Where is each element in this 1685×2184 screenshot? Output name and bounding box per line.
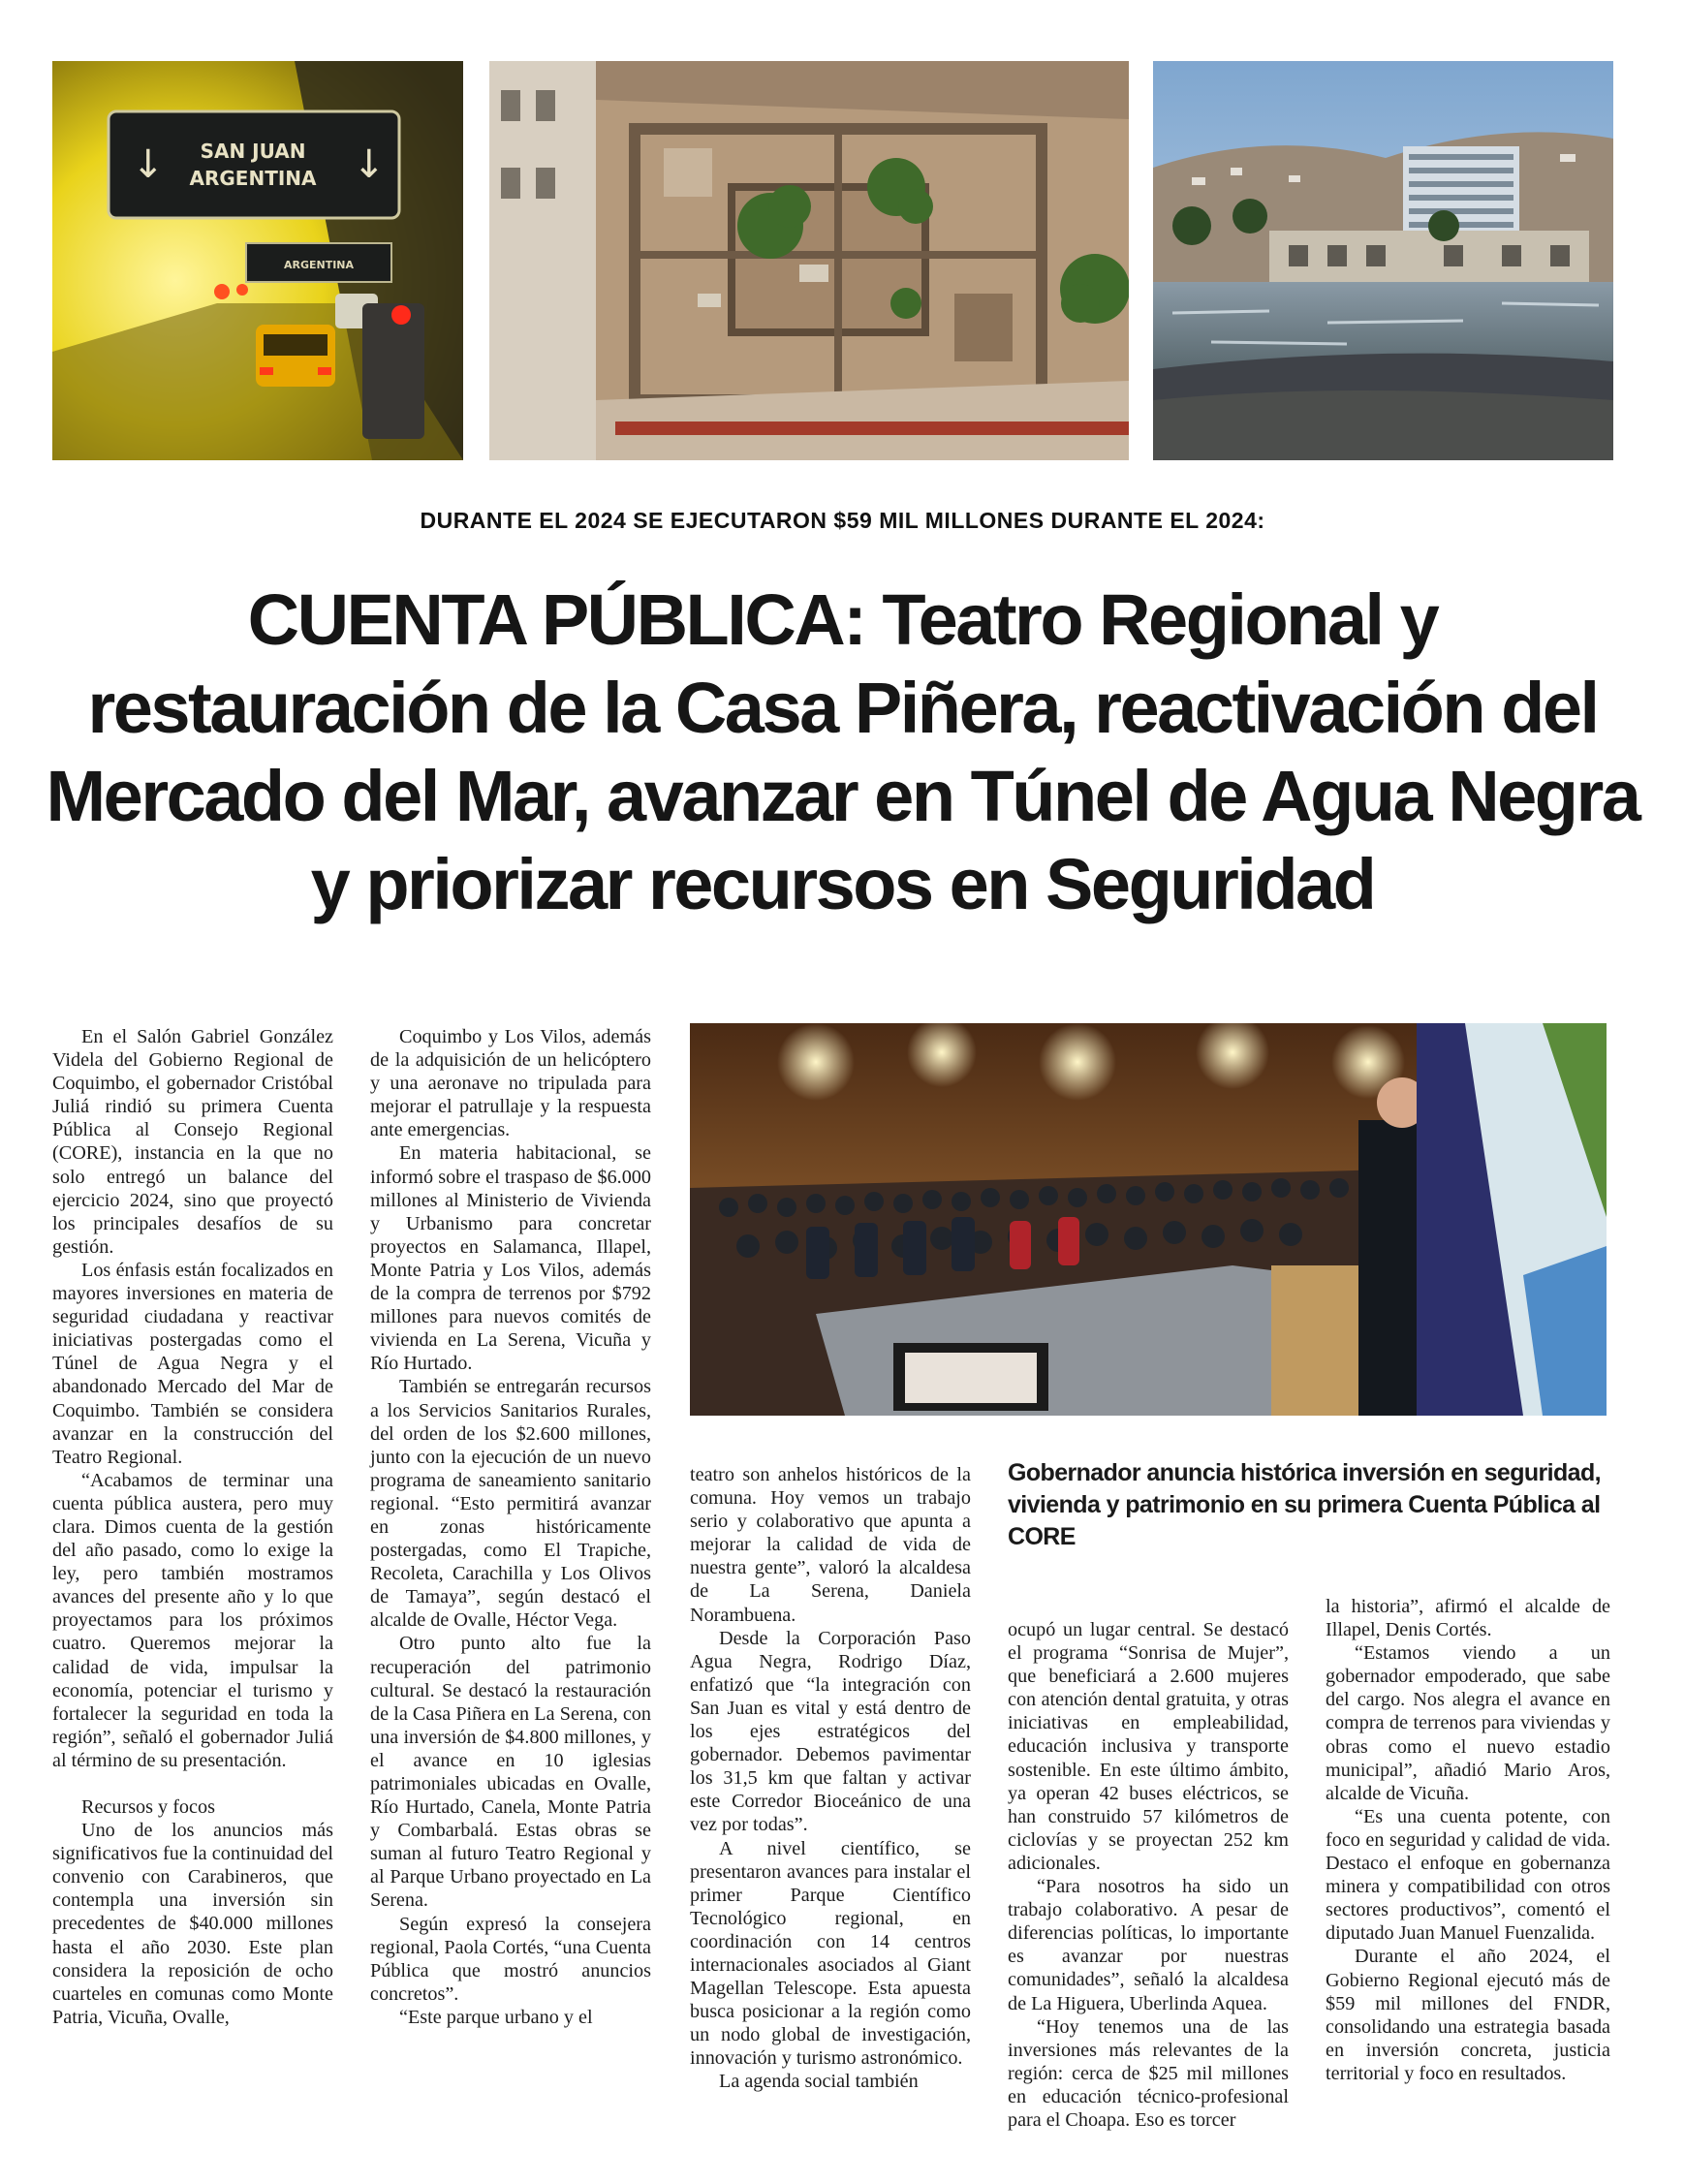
- paragraph: Los énfasis están focalizados en mayores inversiones en materia de seguridad ciudadana y reactivar iniciativas postergadas como el Túnel de Agua Negra y el abandonado Mercado del Mar de Coquimbo. También se considera avanzar en la construcción del Teatro Regional.: [52, 1259, 333, 1468]
- paragraph: la historia”, afirmó el alcalde de Illapel, Denis Cortés.: [1326, 1596, 1610, 1641]
- paragraph: teatro son anhelos históricos de la comuna. Hoy vemos un trabajo serio y colaborativo que apunta a mejorar la calidad de vida de nuestra gente”, valoró la alcaldesa de La Serena, Daniela Norambuena.: [690, 1464, 971, 1626]
- paragraph: Uno de los anuncios más significativos fue la continuidad del convenio con Carabineros, que contempla una inversión sin precedentes de $40.000 millones hasta el año 2030. Este plan considera la reposición de ocho cuarteles en comunas como Monte Patria, Vicuña, Ovalle,: [52, 1820, 333, 2028]
- svg-text:↓: ↓: [353, 142, 386, 187]
- paragraph: Coquimbo y Los Vilos, además de la adquisición de un helicóptero y una aeronave no tripulada para mejorar el patrullaje y la respuesta ante emergencias.: [370, 1026, 651, 1141]
- paragraph: Desde la Corporación Paso Agua Negra, Rodrigo Díaz, enfatizó que “la integración con San Juan es vital y está dentro de los ejes estratégicos del gobernador. Debemos pavimentar los 31,5 km que faltan y activar este Corredor Bioceánico de una vez por todas”.: [690, 1627, 971, 1836]
- kicker: DURANTE EL 2024 SE EJECUTARON $59 MIL MILLONES DURANTE EL 2024:: [420, 508, 1265, 533]
- paragraph: En el Salón Gabriel González Videla del Gobierno Regional de Coquimbo, el gobernador Cristóbal Juliá rindió su primera Cuenta Pública al Consejo Regional (CORE), instancia en la que no solo entregó un balance del ejercicio 2024, sino que proyectó los principales desafíos de su gestión.: [52, 1026, 333, 1258]
- paragraph: “Es una cuenta potente, con foco en seguridad y calidad de vida. Destaco el enfoque en gobernanza minera y compatibilidad con otros sectores productivos”, comentó el diputado Juan Manuel Fuenzalida.: [1326, 1805, 1610, 1945]
- article-column-4: [1008, 1618, 1289, 2132]
- article-column-2: [370, 1025, 651, 2029]
- svg-text:↓: ↓: [132, 142, 165, 187]
- tunnel-small-sign: ARGENTINA: [283, 259, 355, 271]
- article-column-5: [1326, 1595, 1610, 2085]
- article-column-3: [690, 1463, 971, 2094]
- headline: CUENTA PÚBLICA: Teatro Regional y restauración de la Casa Piñera, reactivación del Mercado del Mar, avanzar en Túnel de Agua Negra y priorizar recursos en Seguridad: [46, 579, 1639, 924]
- paragraph: Durante el año 2024, el Gobierno Regional ejecutó más de $59 mil millones del FNDR, consolidando una estrategia basada en inversión concreta, justicia territorial y foco en resultados.: [1326, 1946, 1610, 2084]
- paragraph: Según expresó la consejera regional, Paola Cortés, “una Cuenta Pública que mostró anuncios concretos”.: [370, 1913, 651, 2005]
- article-column-1: [52, 1025, 333, 2029]
- paragraph: ocupó un lugar central. Se destacó el programa “Sonrisa de Mujer”, que beneficiará a 2.600 mujeres con atención dental gratuita, y otras iniciativas en empleabilidad, educación inclusiva y transporte sostenible. En este último ámbito, ya operan 42 buses eléctricos, se han construido 57 kilómetros de ciclovías y se proyectan 252 km adicionales.: [1008, 1619, 1289, 1874]
- paragraph: También se entregarán recursos a los Servicios Sanitarios Rurales, del orden de los $2.600 millones, junto con la ejecución de un nuevo programa de saneamiento sanitario regional. “Esto permitirá avanzar en zonas históricamente postergadas, como El Trapiche, Recoleta, Carachilla y Los Olivos de Tamaya”, según destacó el alcalde de Ovalle, Héctor Vega.: [370, 1376, 651, 1632]
- paragraph: “Acabamos de terminar una cuenta pública austera, pero muy clara. Dimos cuenta de la gestión del año pasado, como lo exige la ley, pero también mostramos avances del presente año y lo que proyectamos para los próximos cuatro. Queremos mejorar la calidad de vida, impulsar la economía, potenciar el turismo y fortalecer la seguridad en toda la región”, señaló el gobernador Juliá al término de su presentación.: [52, 1469, 333, 1771]
- tunnel-sign-line2: ARGENTINA: [189, 167, 317, 190]
- mercado-del-mar-photo: [1153, 61, 1613, 460]
- tunnel-photo: [52, 61, 463, 460]
- paragraph: “Este parque urbano y el: [399, 2006, 593, 2028]
- paragraph: A nivel científico, se presentaron avances para instalar el primer Parque Científico Tecnológico regional, en coordinación con 14 centros internacionales asociados al Giant Magellan Telescope. Esta apuesta busca posicionar a la región como un nodo global de investigación, innovación y turismo astronómico.: [690, 1837, 971, 2070]
- paragraph: “Para nosotros ha sido un trabajo colaborativo. A pesar de diferencias políticas, lo importante es avanzar por nuestras comunidades”, señaló la alcaldesa de La Higuera, Uberlinda Aquea.: [1008, 1876, 1289, 2014]
- section-subhead: Recursos y focos: [81, 1796, 215, 1818]
- cuenta-publica-event-photo: [690, 1023, 1607, 1416]
- tunnel-sign-line1: SAN JUAN: [200, 140, 306, 163]
- paragraph: “Estamos viendo a un gobernador empoderado, que sabe del cargo. Nos alegra el avance en compra de terrenos para viviendas y obras como el nuevo estadio municipal”, añadió Mario Aros, alcalde de Vicuña.: [1326, 1642, 1610, 1804]
- paragraph: En materia habitacional, se informó sobre el traspaso de $6.000 millones al Ministerio de Vivienda y Urbanismo para concretar proyectos en Salamanca, Illapel, Monte Patria y Los Vilos, además de la compra de terrenos por $792 millones para nuevos comités de vivienda en La Serena, Vicuña y Río Hurtado.: [370, 1142, 651, 1375]
- paragraph: La agenda social también: [719, 2071, 919, 2093]
- casa-pinera-aerial-photo: [489, 61, 1129, 460]
- paragraph: Otro punto alto fue la recuperación del patrimonio cultural. Se destacó la restauración de la Casa Piñera en La Serena, con una inversión de $4.800 millones, y el avance en 10 iglesias patrimoniales ubicadas en Ovalle, Río Hurtado, Canela, Monte Patria y Combarbalá. Estas obras se suman al futuro Teatro Regional y al Parque Urbano proyectado en La Serena.: [370, 1633, 651, 1912]
- subheadline: Gobernador anuncia histórica inversión en seguridad, vivienda y patrimonio en su primera Cuenta Pública al CORE: [1008, 1459, 1602, 1550]
- paragraph: “Hoy tenemos una de las inversiones más relevantes de la región: cerca de $25 mil millones en educación técnico-profesional para el Choapa. Eso es torcer: [1008, 2015, 1289, 2131]
